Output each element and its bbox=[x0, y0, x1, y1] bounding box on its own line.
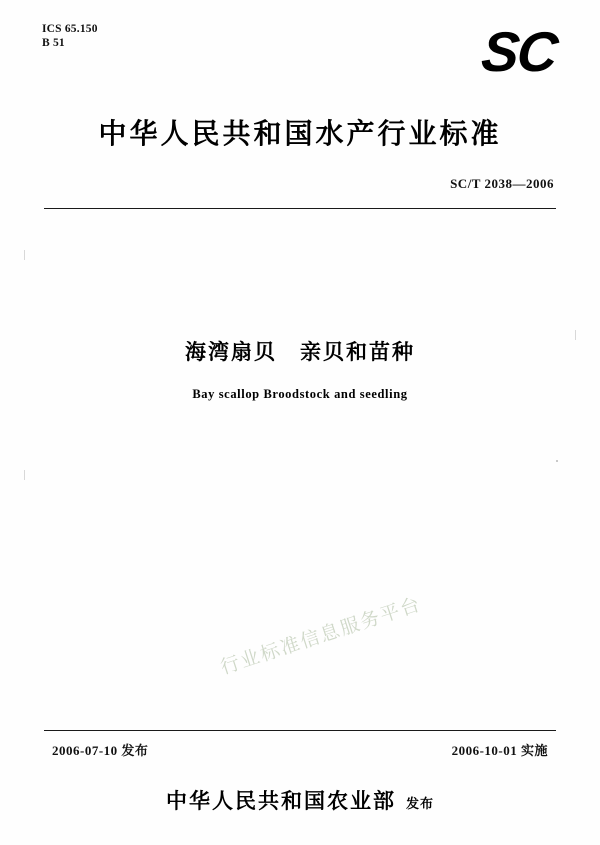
issue-date: 2006-07-10 发布 bbox=[52, 743, 149, 758]
subject-title-chinese: 海湾扇贝 亲贝和苗种 bbox=[185, 340, 415, 364]
sc-logo: SC bbox=[478, 20, 560, 83]
issuer-name: 中华人民共和国农业部 bbox=[165, 789, 396, 813]
page-title: 中华人民共和国水产行业标准 bbox=[98, 119, 502, 150]
implementation-date: 2006-10-01 实施 bbox=[451, 743, 548, 758]
standard-number: SC/T 2038—2006 bbox=[450, 176, 554, 191]
ics-code: ICS 65.150 bbox=[42, 23, 98, 35]
issuer-verb: 发布 bbox=[405, 796, 434, 811]
scan-edge-tick bbox=[24, 250, 25, 260]
scan-edge-tick bbox=[575, 330, 576, 340]
issuer-line bbox=[0, 785, 600, 815]
classification-codes bbox=[42, 22, 98, 50]
subject-title-english: Bay scallop Broodstock and seedling bbox=[192, 387, 408, 401]
classification-code: B 51 bbox=[42, 37, 65, 49]
divider-bottom bbox=[44, 730, 556, 731]
watermark-text: 行业标准信息服务平台 bbox=[218, 594, 425, 679]
divider-top bbox=[44, 208, 556, 209]
scan-artifact bbox=[556, 460, 558, 462]
scan-edge-tick bbox=[24, 470, 25, 480]
